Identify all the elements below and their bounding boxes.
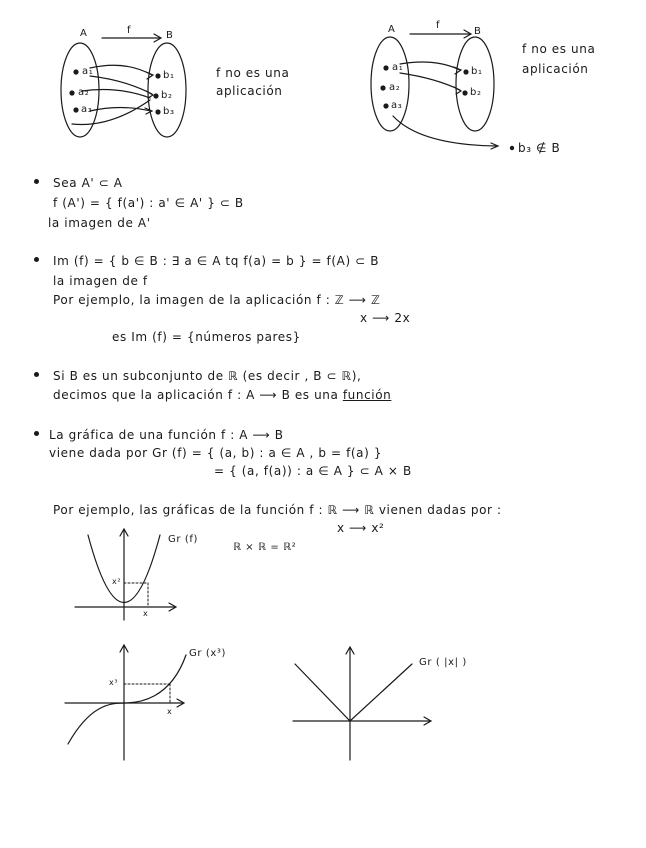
element-b1: b₁ xyxy=(163,70,175,81)
element-a2: a₂ xyxy=(78,87,90,98)
g1-xtick: x xyxy=(143,609,149,618)
g2-xtick: x xyxy=(167,707,173,716)
s5-line1: Por ejemplo, las gráficas de la función f : ℝ ⟶ ℝ vienen dadas por : xyxy=(53,503,502,517)
element-a1-2: a₁ xyxy=(392,62,404,73)
s3-line1: Si B es un subconjunto de ℝ (es decir , B ⊂ ℝ), xyxy=(53,369,362,383)
set-b-label-2: B xyxy=(474,26,482,37)
function-label-2: f xyxy=(436,20,441,31)
s1-line1: Sea A' ⊂ A xyxy=(53,176,123,190)
s3-funcion-underlined: función xyxy=(342,388,392,402)
caption-1-line1: f no es una xyxy=(216,66,290,80)
g2-ytick: x³ xyxy=(109,678,119,687)
element-b3-outside: b₃ ∉ B xyxy=(518,141,561,155)
element-a3-2: a₃ xyxy=(391,100,403,111)
g2-label: Gr (x³) xyxy=(189,648,226,659)
s2-line3: Por ejemplo, la imagen de la aplicación f : ℤ ⟶ ℤ xyxy=(53,293,381,307)
s2-line5: es Im (f) = {números pares} xyxy=(112,330,301,344)
caption-2-line1: f no es una xyxy=(522,42,596,56)
s2-line4: x ⟶ 2x xyxy=(360,311,411,325)
function-label-1: f xyxy=(127,25,132,36)
g1-label: Gr (f) xyxy=(168,534,198,545)
s4-line1: La gráfica de una función f : A ⟶ B xyxy=(49,428,284,442)
element-b2-2: b₂ xyxy=(470,87,482,98)
element-b1-2: b₁ xyxy=(471,66,483,77)
element-b3: b₃ xyxy=(163,106,175,117)
g1-ytick: x² xyxy=(112,577,122,586)
s5-line2: x ⟶ x² xyxy=(337,521,385,535)
s2-line2: la imagen de f xyxy=(53,274,148,288)
set-a-label-2: A xyxy=(388,24,396,35)
rr-equation: ℝ × ℝ = ℝ² xyxy=(233,542,297,553)
s2-line1: Im (f) = { b ∈ B : ∃ a ∈ A tq f(a) = b } = f(A) ⊂ B xyxy=(53,254,380,268)
element-a3: a₃ xyxy=(81,104,93,115)
element-a1: a₁ xyxy=(82,66,94,77)
set-b-label-1: B xyxy=(166,30,174,41)
s4-line3: = { (a, f(a)) : a ∈ A } ⊂ A × B xyxy=(214,464,412,478)
g3-label: Gr ( |x| ) xyxy=(419,657,467,668)
set-a-label-1: A xyxy=(80,28,88,39)
s3-line2-text: decimos que la aplicación f : A ⟶ B es una xyxy=(53,388,343,402)
caption-2-line2: aplicación xyxy=(522,62,589,76)
element-b2: b₂ xyxy=(161,90,173,101)
s1-line3: la imagen de A' xyxy=(48,216,151,230)
s1-line2: f (A') = { f(a') : a' ∈ A' } ⊂ B xyxy=(53,196,244,210)
s4-line2: viene dada por Gr (f) = { (a, b) : a ∈ A , b = f(a) } xyxy=(49,446,383,460)
caption-1-line2: aplicación xyxy=(216,84,283,98)
element-a2-2: a₂ xyxy=(389,82,401,93)
